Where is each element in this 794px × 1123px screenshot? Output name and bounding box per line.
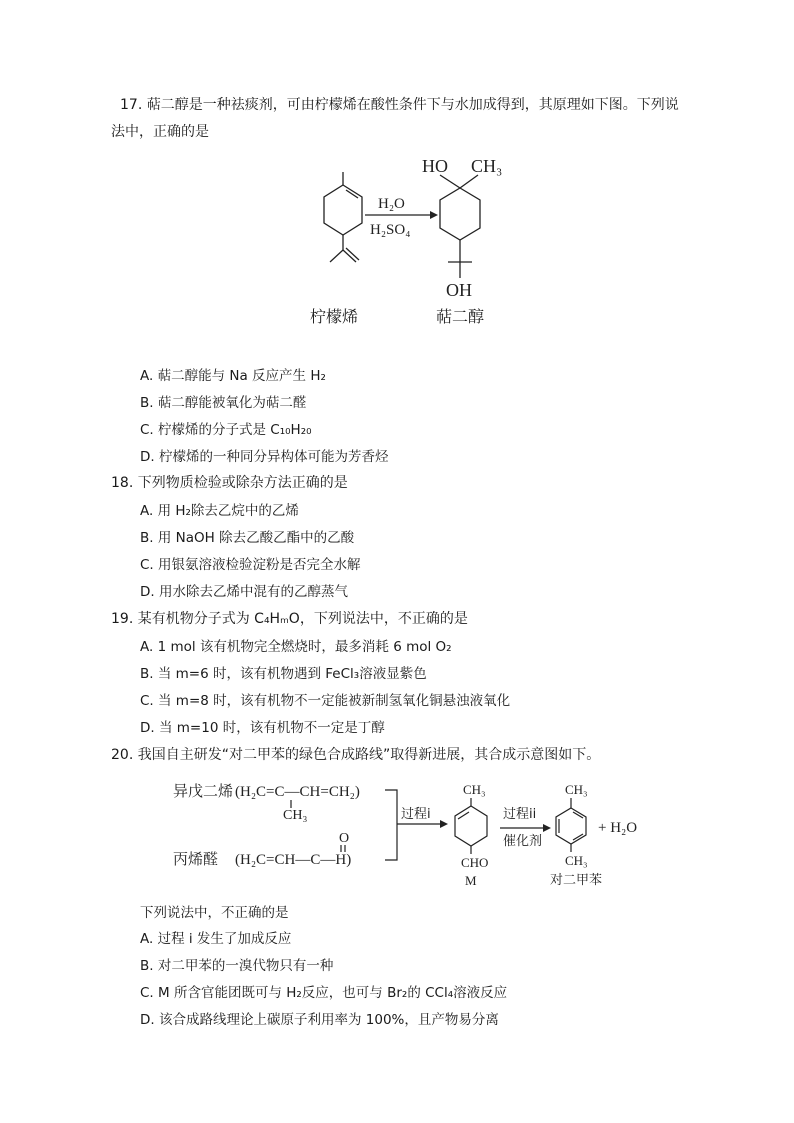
m-methyl: CH₃ (463, 782, 486, 797)
q19-option-b: B. 当 m=6 时，该有机物遇到 FeCl₃溶液显紫色 (140, 666, 427, 682)
terpin-diol-structure (440, 175, 480, 278)
acrolein-o: O (339, 831, 350, 846)
q20-sub-stem: 下列说法中，不正确的是 (140, 905, 289, 921)
q17-option-d: D. 柠檬烯的一种同分异构体可能为芳香烃 (140, 449, 389, 465)
isoprene-formula: (H₂C=C—CH=CH₂) (235, 784, 360, 800)
q18-option-d: D. 用水除去乙烯中混有的乙醇蒸气 (140, 584, 348, 600)
q18-option-b: B. 用 NaOH 除去乙酸乙酯中的乙酸 (140, 530, 355, 546)
isoprene-methyl: CH₃ (283, 808, 308, 823)
q19-stem: 19. 某有机物分子式为 C₄HₘO，下列说法中，不正确的是 (111, 611, 468, 627)
intermediate-m-structure (455, 798, 487, 854)
p-xylene-structure (556, 798, 586, 852)
q20-option-a: A. 过程 i 发生了加成反应 (140, 931, 292, 947)
q17-reaction-figure (300, 150, 520, 335)
group-ch3: CH₃ (471, 156, 503, 176)
q17-stem-line-1: 17. 萜二醇是一种祛痰剂，可由柠檬烯在酸性条件下与水加成得到，其原理如下图。下列说 (120, 97, 679, 113)
q19-option-a: A. 1 mol 该有机物完全燃烧时，最多消耗 6 mol O₂ (140, 639, 452, 655)
q18-option-a: A. 用 H₂除去乙烷中的乙烯 (140, 503, 299, 519)
reaction-arrow (365, 211, 438, 219)
reagent-sulfuric-acid: H₂SO₄ (370, 222, 411, 238)
label-terpin-diol: 萜二醇 (436, 307, 485, 326)
m-label: M (465, 873, 477, 888)
q18-option-c: C. 用银氨溶液检验淀粉是否完全水解 (140, 557, 361, 573)
q20-synthesis-figure (165, 772, 685, 892)
group-oh: OH (446, 280, 472, 300)
xylene-methyl-top: CH₃ (565, 782, 588, 797)
water-product: + H₂O (598, 820, 638, 836)
step-2-arrow (500, 824, 551, 832)
q17-stem-line-2: 法中，正确的是 (111, 124, 209, 140)
isoprene-name: 异戊二烯 (173, 782, 234, 800)
xylene-methyl-bottom: CH₃ (565, 853, 588, 868)
merge-bracket (385, 790, 448, 860)
q17-option-a: A. 萜二醇能与 Na 反应产生 H₂ (140, 368, 326, 384)
q17-option-b: B. 萜二醇能被氧化为萜二醛 (140, 395, 307, 411)
q19-option-c: C. 当 m=8 时，该有机物不一定能被新制氢氧化铜悬浊液氧化 (140, 693, 511, 709)
step-2-label: 过程ii (503, 807, 537, 822)
catalyst-label: 催化剂 (503, 834, 543, 849)
label-limonene: 柠檬烯 (310, 307, 359, 326)
limonene-structure (324, 172, 362, 262)
group-ho: HO (422, 156, 448, 176)
q19-option-d: D. 当 m=10 时，该有机物不一定是丁醇 (140, 720, 385, 736)
step-1-label: 过程i (401, 807, 431, 822)
q20-option-b: B. 对二甲苯的一溴代物只有一种 (140, 958, 334, 974)
q20-option-d: D. 该合成路线理论上碳原子利用率为 100%，且产物易分离 (140, 1012, 499, 1028)
p-xylene-label: 对二甲苯 (550, 873, 603, 888)
reagent-water: H₂O (378, 196, 405, 212)
q20-option-c: C. M 所含官能团既可与 H₂反应，也可与 Br₂的 CCl₄溶液反应 (140, 985, 508, 1001)
acrolein-name: 丙烯醛 (173, 850, 219, 868)
acrolein-formula: (H₂C=CH—C—H) (235, 852, 352, 868)
q17-option-c: C. 柠檬烯的分子式是 C₁₀H₂₀ (140, 422, 312, 438)
q20-stem: 20. 我国自主研发“对二甲苯的绿色合成路线”取得新进展，其合成示意图如下。 (111, 747, 601, 763)
m-aldehyde: CHO (461, 855, 489, 870)
q18-stem: 18. 下列物质检验或除杂方法正确的是 (111, 475, 348, 491)
